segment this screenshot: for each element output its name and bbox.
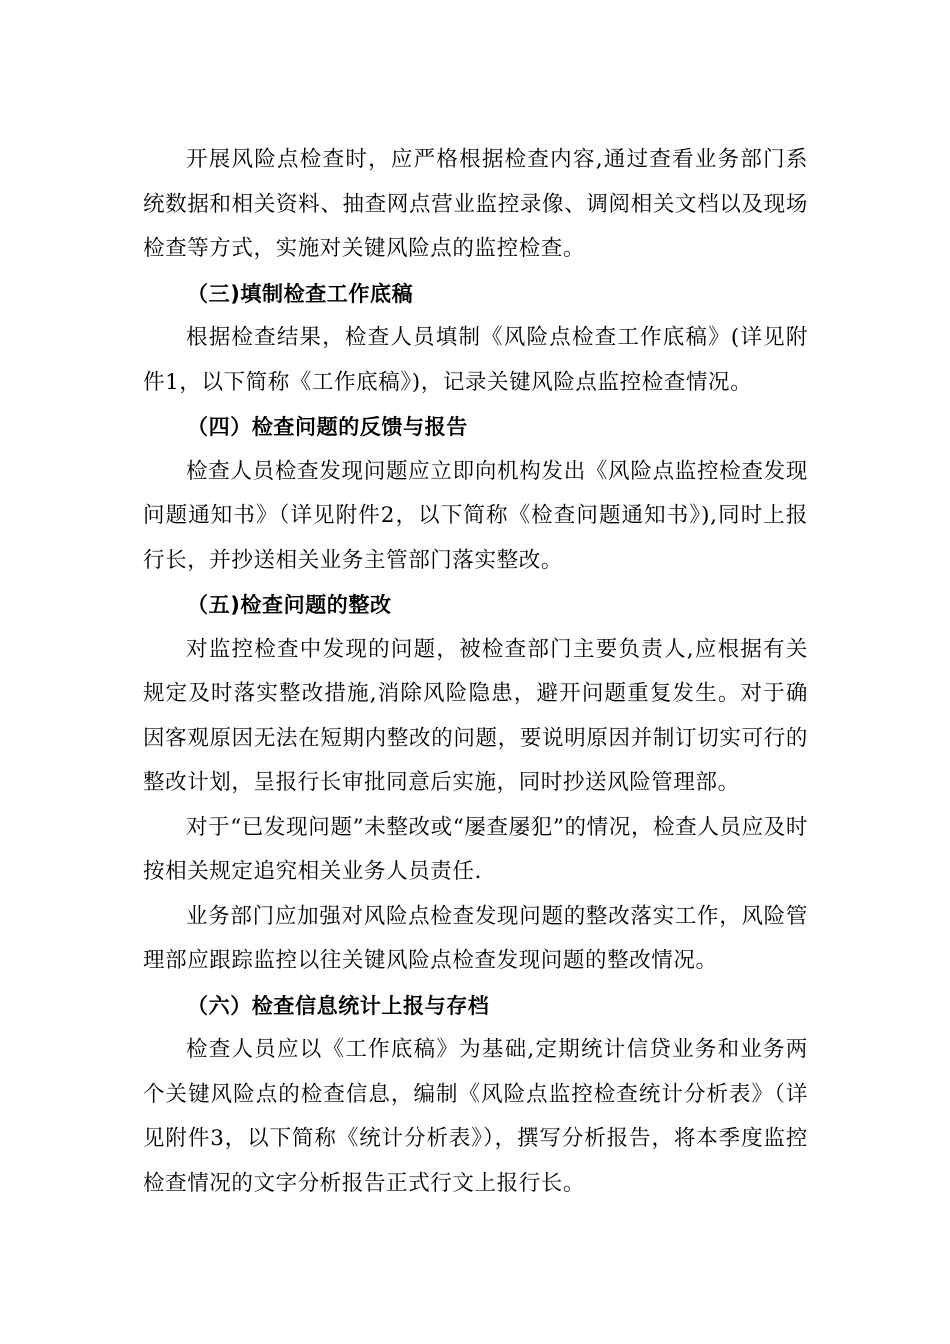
paragraph-followup: 业务部门应加强对风险点检查发现问题的整改落实工作，风险管理部应跟踪监控以往关键风险点检查发现问题的整改情况。 [143,903,808,973]
paragraph-accountability: 对于“已发现问题”未整改或“屡查屡犯”的情况，检查人员应及时按相关规定追究相关业务人员责任. [143,814,808,884]
paragraph-inspection-method: 开展风险点检查时，应严格根据检查内容,通过查看业务部门系统数据和相关资料、抽查网点营业监控录像、调阅相关文档以及现场检查等方式，实施对关键风险点的监控检查。 [143,147,808,261]
paragraph-feedback-report: 检查人员检查发现问题应立即向机构发出《风险点监控检查发现问题通知书》（详见附件2，以下简称《检查问题通知书》),同时上报行长，并抄送相关业务主管部门落实整改。 [143,458,808,573]
paragraph-rectification: 对监控检查中发现的问题，被检查部门主要负责人,应根据有关规定及时落实整改措施,消除风险隐患，避开问题重复发生。对于确因客观原因无法在短期内整改的问题，要说明原因并制订切实可行的整改计划，呈报行长审批同意后实施，同时抄送风险管理部。 [143,636,808,795]
section-heading-4-feedback-report: （四）检查问题的反馈与报告 [187,415,468,439]
paragraph-statistics-archive: 检查人员应以《工作底稿》为基础,定期统计信贷业务和业务两个关键风险点的检查信息，编制《风险点监控检查统计分析表》（详见附件3，以下简称《统计分析表》），撰写分析报告，将本季度监控检查情况的文字分析报告正式行文上报行长。 [143,1037,808,1196]
section-heading-3-working-papers: （三)填制检查工作底稿 [187,281,414,306]
section-heading-5-rectification: （五)检查问题的整改 [187,593,392,617]
section-heading-6-statistics-archive: （六）检查信息统计上报与存档 [187,993,490,1018]
document-body [143,138,808,1206]
paragraph-working-papers: 根据检查结果，检查人员填制《风险点检查工作底稿》(详见附件1，以下简称《工作底稿》)，记录关键风险点监控检查情况。 [143,325,808,395]
